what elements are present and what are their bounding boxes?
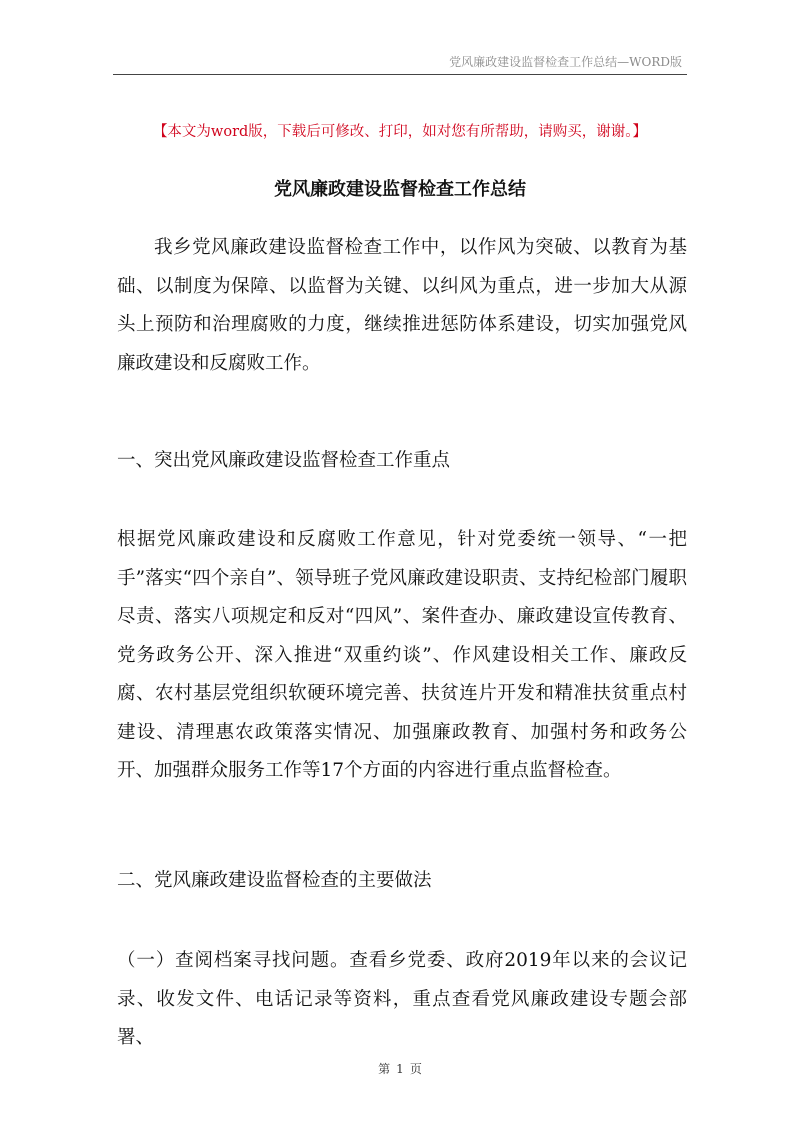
footer-prefix: 第 [378,1062,391,1076]
page-number: 1 [396,1062,404,1076]
section-1-paragraph: 根据党风廉政建设和反腐败工作意见，针对党委统一领导、“一把手”落实“四个亲自”、领导班子党风廉政建设职责、支持纪检部门履职尽责、落实八项规定和反对“四风”、案件查办、廉政建设宣传教育、党务政务公开、深入推进“双重约谈”、作风建设相关工作、廉政反腐、农村基层党组织软硬环境完善、扶贫连片开发和精准扶贫重点村建设、清理惠农政策落实情况、加强廉政教育、加强村务和政务公开、加强群众服务工作等17个方面的内容进行重点监督检查。 [117,529,687,781]
page-footer [0,1060,800,1077]
section-2-paragraph: （一）查阅档案寻找问题。查看乡党委、政府2019年以来的会议记录、收发文件、电话记录等资料，重点查看党风廉政建设专题会部署、 [117,950,687,1048]
intro-paragraph: 我乡党风廉政建设监督检查工作中，以作风为突破、以教育为基础、以制度为保障、以监督为关键、以纠风为重点，进一步加大从源头上预防和治理腐败的力度，继续推进惩防体系建设，切实加强党风廉政建设和反腐败工作。 [117,237,687,374]
section-2-heading: 二、党风廉政建设监督检查的主要做法 [117,870,432,891]
running-header: 党风廉政建设监督检查工作总结—WORD版 [449,55,682,69]
section-1-heading: 一、突出党风廉政建设监督检查工作重点 [117,450,451,471]
header-divider [113,74,687,75]
purchase-notice: 【本文为word版，下载后可修改、打印，如对您有所帮助，请购买，谢谢。】 [152,124,648,140]
footer-suffix: 页 [409,1062,422,1076]
document-title: 党风廉政建设监督检查工作总结 [274,179,526,200]
